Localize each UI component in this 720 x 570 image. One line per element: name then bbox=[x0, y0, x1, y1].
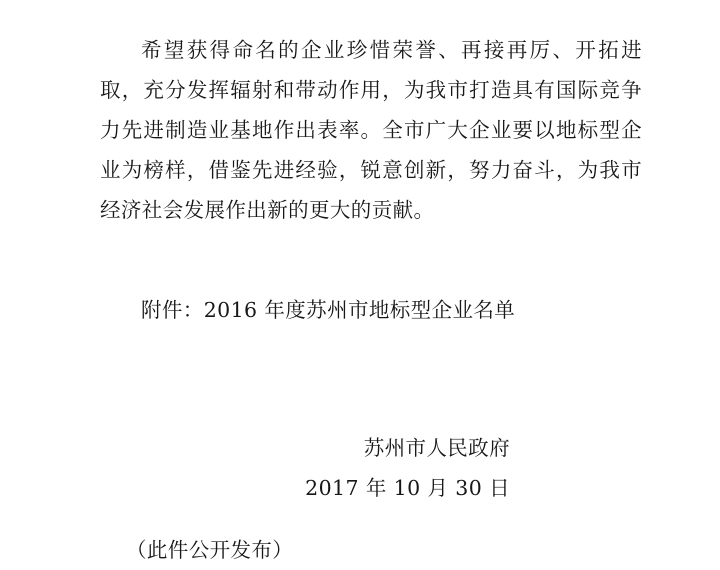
signature-block bbox=[100, 428, 642, 508]
signature-issuer: 苏州市人民政府 bbox=[363, 436, 510, 460]
body-paragraph: 希望获得命名的企业珍惜荣誉、再接再厉、开拓进取，充分发挥辐射和带动作用，为我市打造具有国际竞争力先进制造业基地作出表率。全市广大企业要以地标型企业为榜样，借鉴先进经验，锐意创新，努力奋斗，为我市经济社会发展作出新的更大的贡献。 bbox=[100, 38, 642, 222]
publish-note: （此件公开发布） bbox=[126, 538, 294, 562]
signature-date: 2017 年 10 月 30 日 bbox=[305, 476, 510, 500]
attachment-line: 附件：2016 年度苏州市地标型企业名单 bbox=[141, 298, 516, 322]
